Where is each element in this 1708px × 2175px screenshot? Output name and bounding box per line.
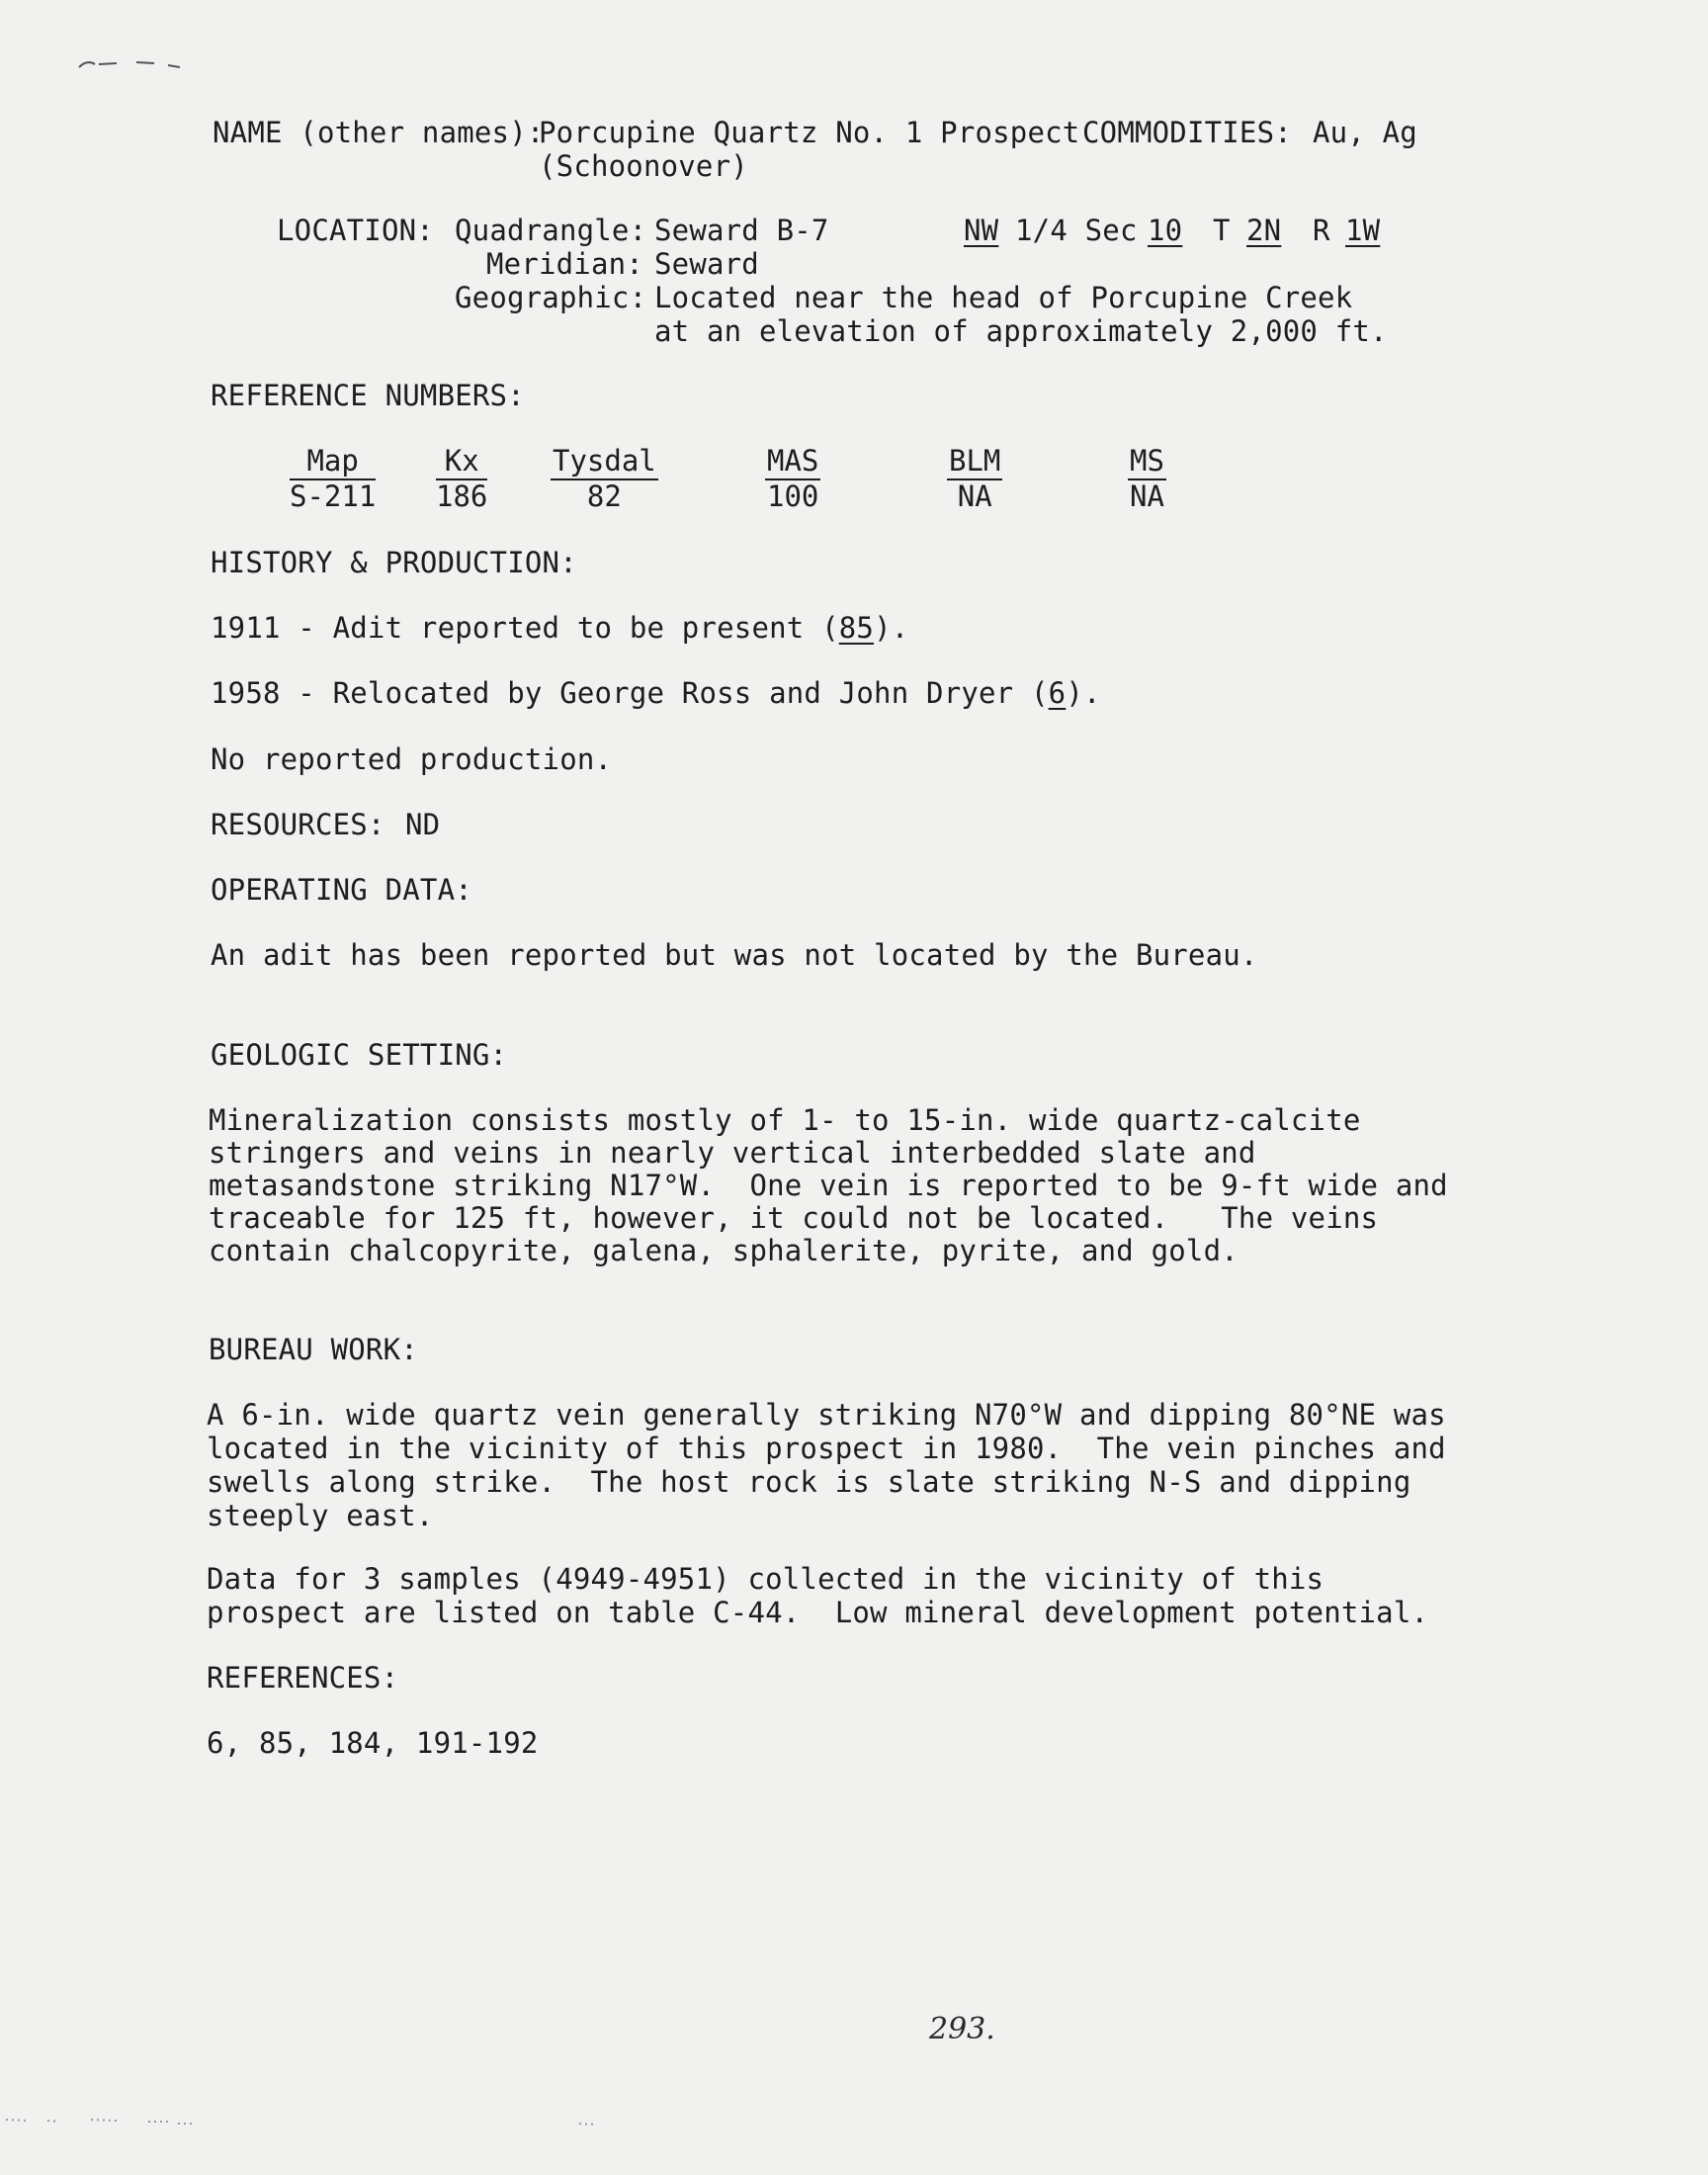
quadrangle-value: Seward B-7: [654, 214, 829, 247]
bureau-para1-line-3: swells along strike. The host rock is slate striking N-S and dipping: [207, 1465, 1411, 1499]
resources-label: RESOURCES:: [211, 808, 385, 841]
history-line-2-ref: 6: [1048, 676, 1067, 710]
geologic-line-3: metasandstone striking N17°W. One vein is reported to be 9-ft wide and: [209, 1169, 1448, 1202]
geologic-line-1: Mineralization consists mostly of 1- to 15-in. wide quartz-calcite: [209, 1103, 1361, 1137]
ref-tysdal: [551, 445, 658, 513]
ref-kx-key: Kx: [436, 445, 487, 480]
history-heading: HISTORY & PRODUCTION:: [211, 546, 577, 579]
operating-heading: OPERATING DATA:: [211, 873, 472, 907]
commodities-value: Au, Ag: [1313, 116, 1417, 149]
quarter-suffix: 1/4 Sec: [1015, 214, 1138, 247]
name-value: Porcupine Quartz No. 1 Prospect: [539, 116, 1080, 149]
range-label: R: [1313, 214, 1330, 247]
bureau-heading: BUREAU WORK:: [209, 1333, 418, 1366]
ref-kx-value: 186: [436, 479, 488, 513]
history-line-2: [211, 676, 1101, 710]
page-number: 293.: [929, 2012, 995, 2046]
quarter-section: NW: [964, 214, 999, 247]
reference-numbers-heading: REFERENCE NUMBERS:: [211, 379, 525, 412]
history-line-3: No reported production.: [211, 742, 613, 776]
geographic-line-1: Located near the head of Porcupine Creek: [654, 281, 1353, 314]
range-value: 1W: [1345, 214, 1381, 247]
section-number: 10: [1148, 214, 1183, 247]
ref-kx: [436, 445, 487, 513]
geographic-line-2: at an elevation of approximately 2,000 ft.: [654, 314, 1388, 348]
history-line-2-text: 1958 - Relocated by George Ross and John Dryer (: [211, 676, 1049, 710]
ref-map-value: S-211: [290, 479, 377, 513]
geographic-label: Geographic:: [455, 281, 647, 314]
history-line-1-ref: 85: [838, 611, 875, 645]
location-label: LOCATION:: [277, 214, 434, 247]
ref-blm-value: NA: [957, 479, 992, 513]
bureau-para1-line-1: A 6-in. wide quartz vein generally striking N70°W and dipping 80°NE was: [207, 1398, 1446, 1432]
name-label: NAME (other names):: [213, 116, 545, 149]
operating-text: An adit has been reported but was not located by the Bureau.: [211, 938, 1258, 972]
ref-mas-value: 100: [767, 479, 819, 513]
ref-mas-key: MAS: [765, 445, 820, 480]
history-line-1-end: ).: [874, 611, 909, 645]
ref-blm: [947, 445, 1002, 513]
quadrangle-label: Quadrangle:: [455, 214, 647, 247]
bureau-para2-line-1: Data for 3 samples (4949-4951) collected in the vicinity of this: [207, 1562, 1324, 1596]
meridian-label: Meridian:: [486, 247, 643, 281]
geologic-heading: GEOLOGIC SETTING:: [211, 1038, 508, 1072]
history-line-1-text: 1911 - Adit reported to be present (: [211, 611, 839, 645]
township-value: 2N: [1246, 214, 1282, 247]
township-label: T: [1213, 214, 1231, 247]
scan-specks: [0, 2106, 1708, 2135]
references-heading: REFERENCES:: [207, 1661, 399, 1695]
geologic-line-5: contain chalcopyrite, galena, sphalerite, pyrite, and gold.: [209, 1234, 1238, 1267]
ref-mas: [765, 445, 820, 513]
history-line-1: [211, 611, 908, 645]
bureau-para2-line-2: prospect are listed on table C-44. Low mineral development potential.: [207, 1596, 1429, 1629]
ref-map: [290, 445, 376, 513]
references-value: 6, 85, 184, 191-192: [207, 1726, 539, 1760]
ref-map-key: Map: [290, 445, 376, 480]
resources-value: ND: [405, 808, 441, 841]
scan-smudge-mark: [77, 55, 186, 75]
history-line-2-end: ).: [1066, 676, 1101, 710]
meridian-value: Seward: [654, 247, 759, 281]
ref-blm-key: BLM: [947, 445, 1002, 480]
ref-ms-value: NA: [1130, 479, 1164, 513]
geologic-line-4: traceable for 125 ft, however, it could not be located. The veins: [209, 1201, 1379, 1235]
ref-tysdal-value: 82: [586, 479, 622, 513]
other-names: (Schoonover): [539, 149, 748, 183]
ref-ms: [1128, 445, 1166, 513]
bureau-para1-line-4: steeply east.: [207, 1499, 434, 1532]
ref-ms-key: MS: [1128, 445, 1166, 480]
geologic-line-2: stringers and veins in nearly vertical interbedded slate and: [209, 1136, 1256, 1170]
commodities-label: COMMODITIES:: [1082, 116, 1292, 149]
ref-tysdal-key: Tysdal: [551, 445, 658, 480]
bureau-para1-line-2: located in the vicinity of this prospect in 1980. The vein pinches and: [207, 1432, 1446, 1465]
